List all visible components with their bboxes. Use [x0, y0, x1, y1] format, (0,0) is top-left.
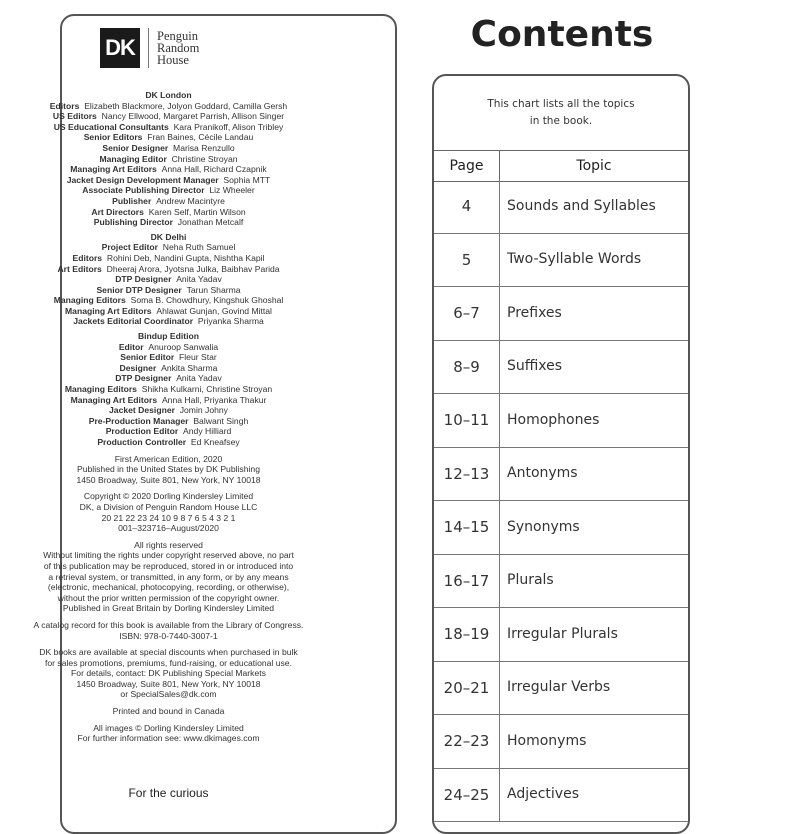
credit-names: Priyanka Sharma	[197, 316, 264, 327]
dk-logo-mark: DK	[100, 28, 140, 68]
row-topic: Irregular Verbs	[507, 679, 611, 696]
publication-line: 1450 Broadway, Suite 801, New York, NY 10018	[76, 474, 261, 485]
publication-line: 001–323716–August/2020	[118, 523, 219, 534]
credit-names: Neha Ruth Samuel	[162, 242, 236, 253]
credit-role: DTP Designer	[115, 373, 172, 384]
credit-role: Project Editor	[101, 242, 158, 253]
publisher-logo	[100, 28, 199, 68]
credit-role: Production Controller	[97, 437, 187, 447]
contents-chart	[432, 74, 690, 834]
credit-line	[0, 426, 337, 437]
publication-line: Published in Great Britain by Dorling Kindersley Limited	[62, 603, 275, 614]
publication-paragraph	[0, 723, 337, 744]
row-page-number: 10–11	[434, 394, 500, 447]
row-topic: Plurals	[507, 572, 554, 589]
credit-line	[0, 285, 337, 296]
credit-role: Senior Designer	[102, 142, 169, 153]
credit-line	[0, 207, 337, 218]
credit-names: Karen Self, Martin Wilson	[148, 206, 246, 217]
contents-row	[434, 501, 688, 555]
credit-line	[0, 395, 337, 406]
contents-row	[434, 769, 688, 823]
row-page-number: 22–23	[434, 715, 500, 768]
credit-names: Shikha Kulkarni, Christine Stroyan	[141, 384, 273, 395]
credit-line	[0, 352, 337, 363]
row-page-number: 12–13	[434, 448, 500, 501]
publication-line: For details, contact: DK Publishing Special Markets	[71, 668, 266, 679]
row-topic: Antonyms	[507, 465, 578, 482]
credit-line	[0, 122, 337, 133]
credit-names: Fran Baines, Cécile Landau	[147, 132, 254, 143]
logo-divider	[148, 28, 149, 68]
contents-rows	[434, 180, 688, 822]
publication-line: 20 21 22 23 24 10 9 8 7 6 5 4 3 2 1	[101, 512, 236, 523]
credit-line	[0, 101, 337, 112]
publication-info	[0, 454, 337, 744]
credit-names: Sophia MTT	[223, 174, 271, 185]
row-topic: Homophones	[507, 411, 600, 428]
credit-section	[0, 232, 337, 327]
credit-line	[0, 196, 337, 207]
credit-names: Jomin Johny	[179, 405, 228, 416]
publisher-line: Penguin	[157, 29, 198, 43]
credit-role: Senior Editor	[120, 352, 175, 363]
credit-names: Andrew Macintyre	[156, 195, 225, 206]
contents-row	[434, 180, 688, 234]
credit-names: Ahlawat Gunjan, Govind Mittal	[156, 305, 272, 316]
contents-row	[434, 608, 688, 662]
credit-role: Jacket Design Development Manager	[66, 174, 219, 185]
credits-text	[0, 90, 337, 750]
credit-line	[0, 342, 337, 353]
credit-section-title: Bindup Edition	[137, 331, 200, 342]
row-page-number: 24–25	[434, 769, 500, 822]
credit-role: Art Directors	[91, 206, 144, 217]
publication-line: Without limiting the rights under copyright reserved above, no part	[43, 550, 294, 561]
dedication-footer: For the curious	[128, 786, 209, 800]
credit-line	[0, 185, 337, 196]
contents-row	[434, 287, 688, 341]
credit-names: Soma B. Chowdhury, Kingshuk Ghoshal	[130, 295, 284, 306]
credit-role: Editors	[49, 100, 80, 111]
credit-role: Production Editor	[105, 426, 179, 437]
publication-line: First American Edition, 2020	[114, 453, 223, 464]
credit-line	[0, 416, 337, 427]
credit-line	[0, 164, 337, 175]
publication-line: 1450 Broadway, Suite 801, New York, NY 10018	[76, 678, 261, 689]
credit-line	[0, 306, 337, 317]
publication-line: All images © Dorling Kindersley Limited	[93, 722, 244, 733]
penguin-random-house-wordmark	[157, 30, 199, 66]
credit-role: Managing Editors	[64, 384, 137, 395]
credit-role: Editor	[118, 341, 144, 352]
credit-role: Associate Publishing Director	[82, 185, 205, 196]
page-title: Contents	[470, 14, 654, 55]
row-page-number: 8–9	[434, 341, 500, 394]
credit-line	[0, 295, 337, 306]
credit-names: Fleur Star	[179, 352, 217, 363]
credit-role: US Editors	[52, 111, 97, 122]
row-page-number: 20–21	[434, 662, 500, 715]
publication-line: of this publication may be reproduced, stored in or introduced into	[43, 560, 294, 571]
credit-names: Tarun Sharma	[186, 284, 241, 295]
contents-row	[434, 394, 688, 448]
credit-role: Designer	[119, 362, 157, 373]
credit-line	[0, 274, 337, 285]
credit-line	[0, 316, 337, 327]
credit-line	[0, 111, 337, 122]
row-page-number: 18–19	[434, 608, 500, 661]
credit-line	[0, 253, 337, 264]
credit-role: Managing Art Editors	[70, 394, 158, 405]
row-topic: Homonyms	[507, 732, 587, 749]
credit-line	[0, 264, 337, 275]
publication-line: Printed and bound in Canada	[112, 706, 225, 717]
publication-line: Published in the United States by DK Publishing	[77, 464, 260, 475]
credit-section	[0, 90, 337, 228]
credit-line	[0, 132, 337, 143]
credit-role: US Educational Consultants	[53, 121, 169, 132]
publication-paragraph	[0, 706, 337, 717]
contents-row	[434, 234, 688, 288]
publisher-line: Random	[157, 41, 200, 55]
credit-role: Managing Art Editors	[65, 305, 152, 316]
credit-line	[0, 373, 337, 384]
publication-line: A catalog record for this book is available from the Library of Congress.	[33, 619, 304, 630]
credit-names: Anuroop Sanwalia	[148, 341, 219, 352]
credit-line	[0, 175, 337, 186]
credit-names: Anita Yadav	[176, 274, 222, 285]
credit-role: Managing Editor	[99, 153, 167, 164]
row-topic: Suffixes	[507, 358, 563, 375]
credit-names: Ed Kneafsey	[190, 437, 240, 447]
row-page-number: 4	[434, 180, 500, 233]
header-page: Page	[434, 151, 500, 181]
credit-names: Balwant Singh	[193, 415, 249, 426]
credit-names: Anna Hall, Richard Czapnik	[161, 164, 267, 175]
credit-role: Senior DTP Designer	[96, 284, 182, 295]
credit-section	[0, 331, 337, 448]
row-topic: Adjectives	[507, 786, 579, 803]
contents-row	[434, 341, 688, 395]
row-page-number: 14–15	[434, 501, 500, 554]
credit-line	[0, 242, 337, 253]
credit-names: Ankita Sharma	[161, 362, 218, 373]
credit-line	[0, 437, 337, 448]
publication-paragraph	[0, 620, 337, 641]
credit-section-title: DK London	[145, 90, 192, 100]
publication-paragraph	[0, 540, 337, 614]
contents-intro	[434, 96, 688, 130]
credit-role: Publisher	[112, 195, 152, 206]
contents-row	[434, 662, 688, 716]
credit-role: DTP Designer	[115, 274, 172, 285]
row-page-number: 6–7	[434, 287, 500, 340]
credit-names: Andy Hilliard	[183, 426, 232, 437]
publication-line: Copyright © 2020 Dorling Kindersley Limited	[83, 491, 254, 502]
credit-line	[0, 363, 337, 374]
row-page-number: 5	[434, 234, 500, 287]
credit-names: Nancy Ellwood, Margaret Parrish, Allison Singer	[101, 111, 285, 122]
contents-header-row	[434, 150, 688, 182]
publication-paragraph	[0, 491, 337, 533]
credit-names: Anita Yadav	[176, 373, 222, 384]
credit-role: Managing Editors	[53, 295, 126, 306]
publication-line: for sales promotions, premiums, fund-raising, or educational use.	[45, 657, 292, 668]
credit-names: Elizabeth Blackmore, Jolyon Goddard, Camilla Gersh	[84, 100, 288, 111]
credit-line	[0, 405, 337, 416]
publication-line: without the prior written permission of the copyright owner.	[57, 592, 280, 603]
intro-line: in the book.	[529, 115, 593, 127]
publication-paragraph	[0, 454, 337, 486]
credit-role: Pre-Production Manager	[88, 415, 189, 426]
publication-line: ISBN: 978-0-7440-3007-1	[119, 630, 218, 641]
credit-names: Jonathan Metcalf	[177, 217, 244, 228]
credit-names: Kara Pranikoff, Alison Tribley	[173, 121, 284, 132]
credit-line	[0, 154, 337, 165]
credit-names: Christine Stroyan	[171, 153, 238, 164]
contents-row	[434, 715, 688, 769]
credit-role: Managing Art Editors	[70, 164, 157, 175]
credit-role: Editors	[72, 252, 103, 263]
intro-line: This chart lists all the topics	[487, 98, 635, 110]
credit-role: Publishing Director	[93, 217, 174, 228]
credit-line	[0, 384, 337, 395]
credit-role: Jackets Editorial Coordinator	[73, 316, 194, 327]
publication-line: All rights reserved	[134, 539, 203, 550]
row-page-number: 16–17	[434, 555, 500, 608]
publication-line: (electronic, mechanical, photocopying, recording, or otherwise),	[47, 582, 290, 593]
credit-section-title: DK Delhi	[150, 231, 187, 242]
row-topic: Prefixes	[507, 304, 562, 321]
credit-role: Art Editors	[57, 263, 102, 274]
credit-names: Anna Hall, Priyanka Thakur	[161, 394, 267, 405]
credit-line	[0, 217, 337, 228]
credit-line	[0, 143, 337, 154]
credit-names: Rohini Deb, Nandini Gupta, Nishtha Kapil	[106, 252, 265, 263]
credit-names: Dheeraj Arora, Jyotsna Julka, Baibhav Parida	[106, 263, 280, 274]
row-topic: Irregular Plurals	[507, 625, 618, 642]
publisher-line: House	[157, 53, 189, 67]
row-topic: Synonyms	[507, 518, 580, 535]
publication-line: For further information see: www.dkimages.com	[77, 733, 260, 744]
publication-line: or SpecialSales@dk.com	[120, 689, 217, 700]
header-topic: Topic	[576, 158, 612, 174]
publication-line: DK books are available at special discounts when purchased in bulk	[39, 647, 298, 658]
credit-role: Senior Editors	[83, 132, 143, 143]
credit-names: Marisa Renzullo	[173, 142, 235, 153]
publication-paragraph	[0, 647, 337, 700]
contents-row	[434, 448, 688, 502]
row-topic: Two-Syllable Words	[507, 251, 642, 268]
publication-line: a retrieval system, or transmitted, in any form, or by any means	[48, 571, 289, 582]
publication-line: DK, a Division of Penguin Random House LLC	[79, 501, 258, 512]
contents-row	[434, 555, 688, 609]
credit-names: Liz Wheeler	[209, 185, 255, 196]
credit-role: Jacket Designer	[109, 405, 175, 416]
row-topic: Sounds and Syllables	[507, 197, 656, 214]
